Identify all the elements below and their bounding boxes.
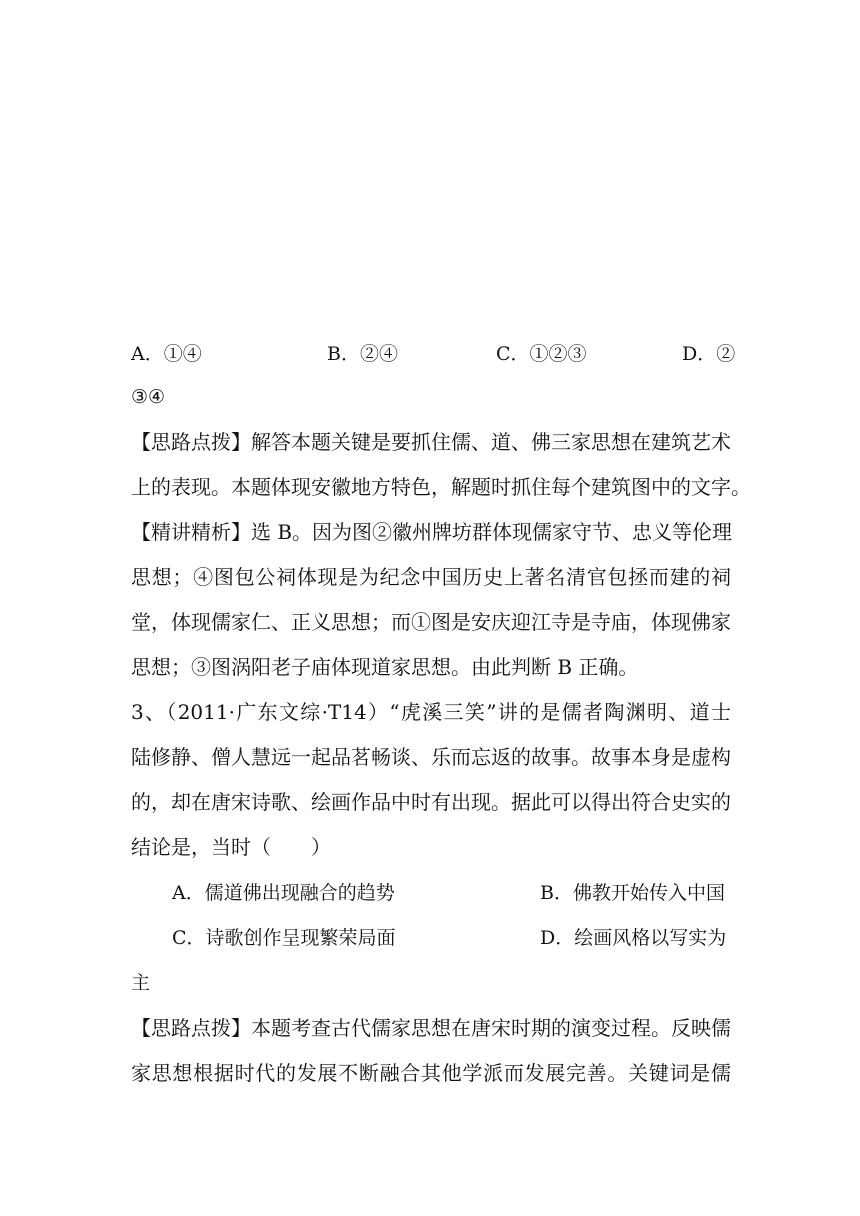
q2-analysis-line-4: 思想；③图涡阳老子庙体现道家思想。由此判断 B 正确。 xyxy=(131,655,639,679)
q2-option-d-continued: ③④ xyxy=(131,386,166,408)
q2-option-a: A．①④ xyxy=(131,343,202,365)
q2-option-c: C．①②③ xyxy=(496,343,587,365)
q2-hint-line-1: 【思路点拨】解答本题关键是要抓住儒、道、佛三家思想在建筑艺术 xyxy=(131,430,731,454)
q3-hint-line-2: 家思想根据时代的发展不断融合其他学派而发展完善。关键词是儒 xyxy=(131,1061,731,1085)
q3-hint-line-1: 【思路点拨】本题考查古代儒家思想在唐宋时期的演变过程。反映儒 xyxy=(131,1016,731,1040)
q3-stem-line-1: 3、（2011·广东文综·T14）“虎溪三笑”讲的是儒者陶渊明、道士 xyxy=(131,700,731,724)
q3-stem-line-3: 的，却在唐宋诗歌、绘画作品中时有出现。据此可以得出符合史实的 xyxy=(131,790,731,814)
q3-option-c: C．诗歌创作呈现繁荣局面 xyxy=(172,927,396,949)
q3-stem-line-4: 结论是，当时（ ） xyxy=(131,835,331,859)
q2-analysis-line-3: 堂，体现儒家仁、正义思想；而①图是安庆迎江寺是寺庙，体现佛家 xyxy=(131,610,731,634)
q3-stem-line-2: 陆修静、僧人慧远一起品茗畅谈、乐而忘返的故事。故事本身是虚构 xyxy=(131,745,731,769)
q2-analysis-line-1: 【精讲精析】选 B。因为图②徽州牌坊群体现儒家守节、忠义等伦理 xyxy=(131,520,733,544)
q2-analysis-line-2: 思想；④图包公祠体现是为纪念中国历史上著名清官包拯而建的祠 xyxy=(131,565,731,589)
q2-option-b: B．②④ xyxy=(327,343,398,365)
q3-option-d: D．绘画风格以写实为 xyxy=(540,927,727,949)
q2-hint-line-2: 上的表现。本题体现安徽地方特色，解题时抓住每个建筑图中的文字。 xyxy=(131,475,751,499)
q3-option-a: A．儒道佛出现融合的趋势 xyxy=(172,882,395,904)
q3-option-d-continued: 主 xyxy=(131,972,151,994)
q3-option-b: B．佛教开始传入中国 xyxy=(540,882,725,904)
q2-option-d: D．② xyxy=(682,343,736,365)
